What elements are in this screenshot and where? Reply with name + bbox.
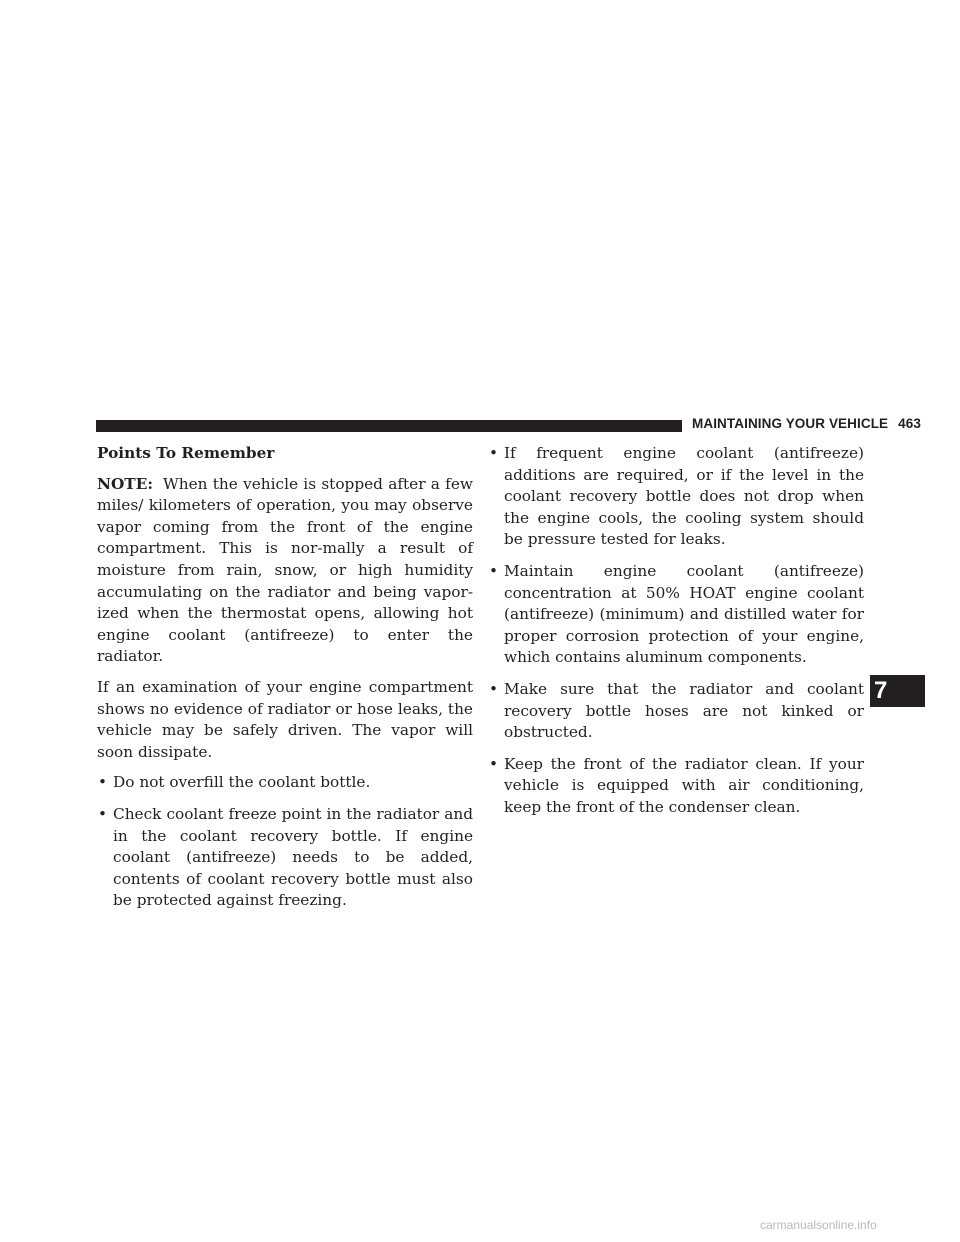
right-bullet-list xyxy=(488,443,864,819)
bullet-icon: • xyxy=(489,754,499,773)
note-paragraph xyxy=(97,474,473,668)
body-paragraph: If an examination of your engine compartment shows no evidence of radiator or hose leaks, the vehicle may be safely driven. The vapor will soon dissipate. xyxy=(97,677,473,761)
bullet-icon: • xyxy=(489,444,499,462)
watermark: carmanualsonline.info xyxy=(760,1218,877,1232)
list-item xyxy=(488,679,864,744)
bullet-icon: • xyxy=(489,679,499,698)
page-number: 463 xyxy=(898,416,921,431)
section-title: Points To Remember xyxy=(97,444,275,462)
list-item-text: Keep the front of the radiator clean. If your vehicle is equipped with air conditioning, keep the front of the condenser clean. xyxy=(504,754,864,816)
running-header xyxy=(692,416,921,431)
left-bullet-list xyxy=(97,772,473,912)
list-item xyxy=(97,772,473,794)
list-item-text: If frequent engine coolant (antifreeze) additions are required, or if the level in the coolant recovery bottle does not drop when the engine cools, the cooling system should be pressure tested for leaks. xyxy=(504,444,864,549)
list-item-text: Maintain engine coolant (antifreeze) concentration at 50% HOAT engine coolant (antifreeze) (minimum) and distilled water for proper corrosion protection of your engine, which contains aluminum components. xyxy=(504,561,864,667)
list-item xyxy=(488,443,864,551)
list-item xyxy=(97,804,473,912)
list-item-text: Do not overfill the coolant bottle. xyxy=(113,773,371,792)
right-column xyxy=(488,443,864,829)
bullet-icon: • xyxy=(98,804,108,823)
header-rule xyxy=(96,420,682,432)
list-item xyxy=(488,754,864,819)
section-name: MAINTAINING YOUR VEHICLE xyxy=(692,416,889,431)
list-item xyxy=(488,561,864,669)
list-item-text: Make sure that the radiator and coolant recovery bottle hoses are not kinked or obstructed. xyxy=(504,679,864,742)
note-text: When the vehicle is stopped after a few miles/ kilometers of operation, you may observe vapor coming from the front of the engine compartment. This is nor-mally a result of moisture from rain, snow, or high humidity accumulating on the radiator and being vapor-ized when the thermostat opens, allowing hot engine coolant (antifreeze) to enter the radiator. xyxy=(97,474,473,666)
note-label: NOTE: xyxy=(97,474,153,493)
chapter-tab: 7 xyxy=(870,675,925,707)
bullet-icon: • xyxy=(98,773,108,792)
left-column xyxy=(97,443,473,922)
list-item-text: Check coolant freeze point in the radiator and in the coolant recovery bottle. If engine coolant (antifreeze) needs to be added, contents of coolant recovery bottle must also be protected against freezing. xyxy=(113,804,473,910)
bullet-icon: • xyxy=(489,561,499,580)
